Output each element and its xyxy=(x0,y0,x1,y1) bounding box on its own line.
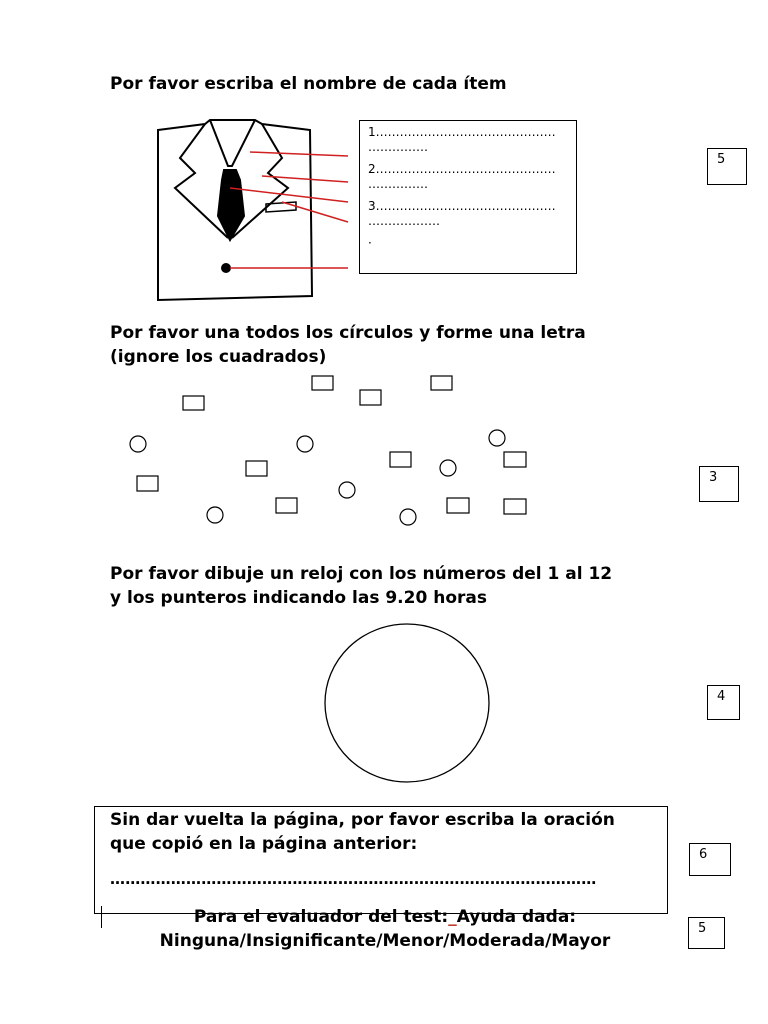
score-box-footer: 5 xyxy=(688,917,725,949)
section4-heading: Sin dar vuelta la página, por favor escriba la oración que copió en la página anterior: xyxy=(110,810,615,854)
answer-line-3[interactable]: 3……………………………………… xyxy=(368,199,556,213)
clock-circle[interactable] xyxy=(322,621,492,785)
circle-shape xyxy=(400,509,416,525)
square-shape xyxy=(447,498,469,513)
square-shape xyxy=(137,476,158,491)
sentence-answer-line[interactable]: …………………………………………………………………………………… xyxy=(110,870,597,888)
answer-line-2[interactable]: 2……………………………………… xyxy=(368,162,556,176)
score-box-section1: 5 xyxy=(707,148,747,185)
evaluator-note: Para el evaluador del test:_Ayuda dada: Ninguna/Insignificante/Menor/Moderada/Mayor xyxy=(159,907,611,951)
square-shape xyxy=(360,390,381,405)
circle-shape xyxy=(489,430,505,446)
circle-shape xyxy=(440,460,456,476)
section1-heading: Por favor escriba el nombre de cada ítem xyxy=(110,74,507,94)
section3-heading: Por favor dibuje un reloj con los números del 1 al 12 y los punteros indicando las 9.20 horas xyxy=(110,564,613,608)
jacket-drawing xyxy=(150,118,370,308)
square-shape xyxy=(504,499,526,514)
score-box-section4: 6 xyxy=(689,843,731,876)
square-shape xyxy=(183,396,204,410)
square-shape xyxy=(312,376,333,390)
square-shape xyxy=(276,498,297,513)
button-dot xyxy=(221,263,231,273)
section2-heading: Por favor una todos los círculos y forme una letra (ignore los cuadrados) xyxy=(110,323,586,367)
square-shape xyxy=(390,452,411,467)
square-shape xyxy=(504,452,526,467)
circles-squares-puzzle xyxy=(120,370,540,530)
score-box-section2: 3 xyxy=(699,466,739,502)
square-shape xyxy=(246,461,267,476)
square-shape xyxy=(431,376,452,390)
circle-shape xyxy=(130,436,146,452)
answer-line-4[interactable]: · xyxy=(368,236,372,250)
circle-shape xyxy=(207,507,223,523)
item-answer-box: 1……………………………………… …………… 2……………………………………… …………… 3……………………………………… ……………… · xyxy=(359,120,577,274)
answer-line-1[interactable]: 1……………………………………… xyxy=(368,125,556,139)
score-box-section3: 4 xyxy=(707,685,740,720)
circle-shape xyxy=(297,436,313,452)
circle-shape xyxy=(339,482,355,498)
